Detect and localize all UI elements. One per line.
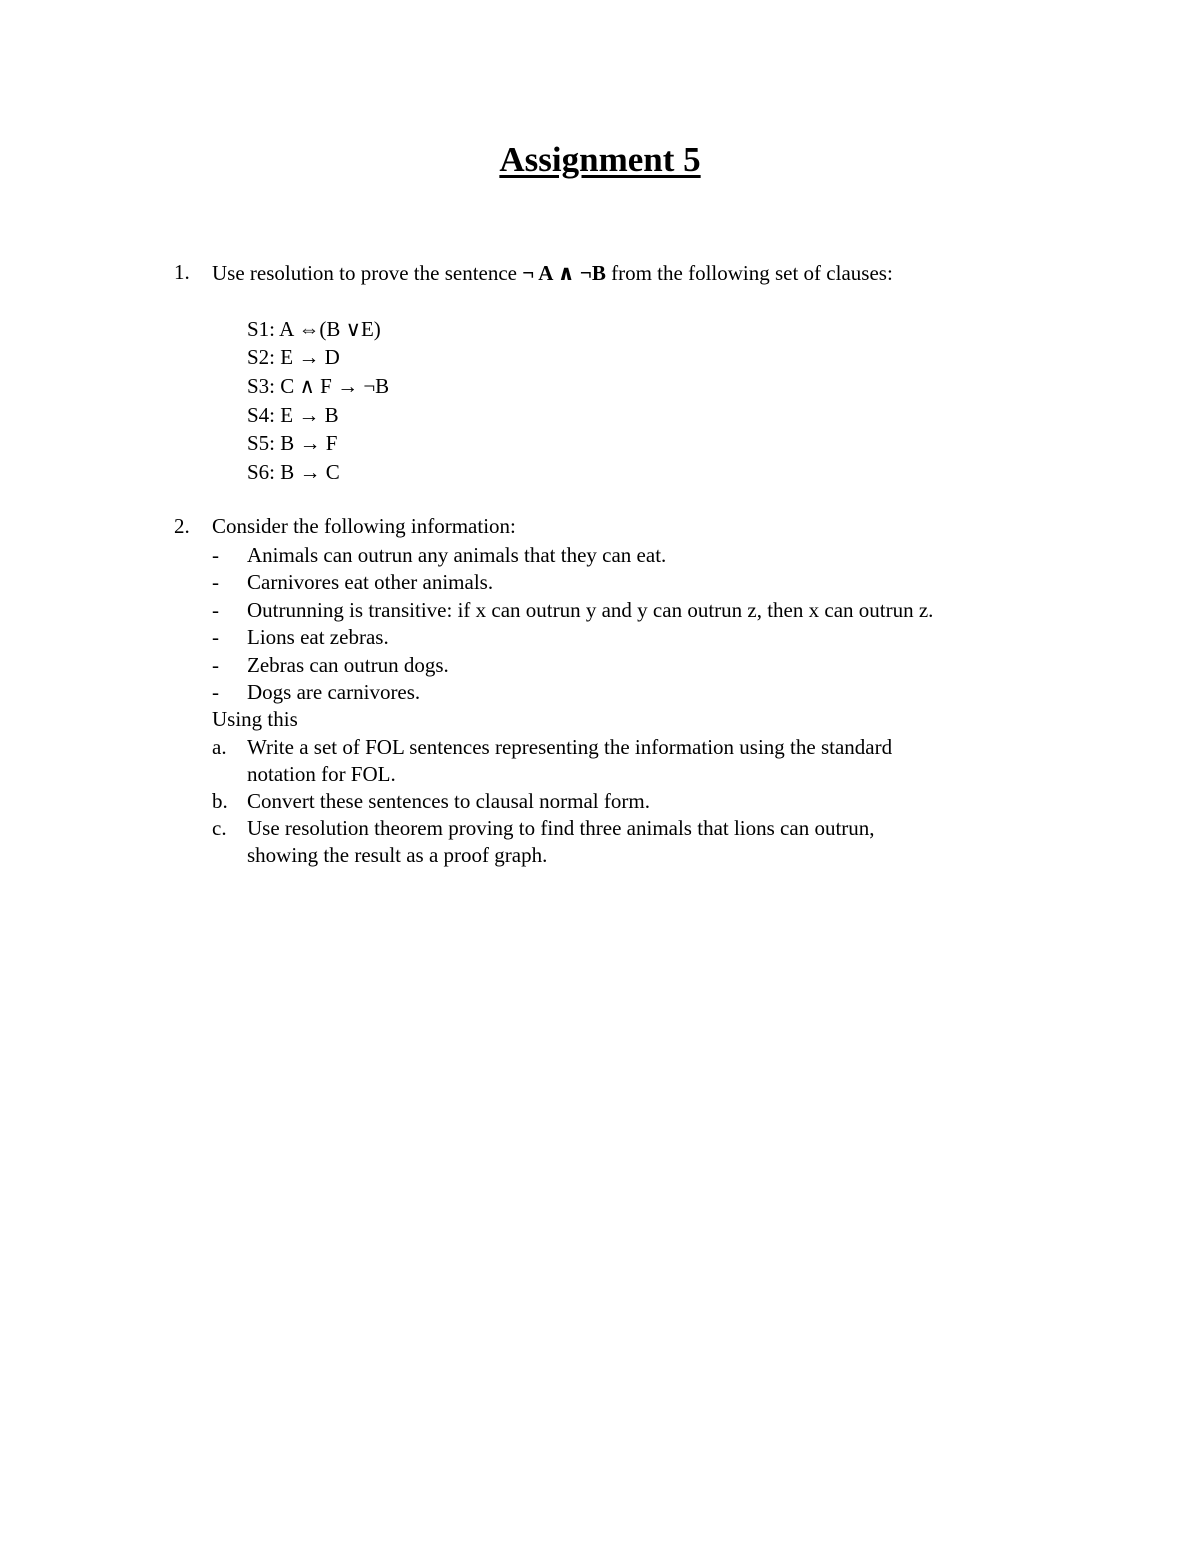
list-item-marker: - (212, 653, 219, 677)
question-2-number: 2. (174, 514, 190, 538)
sub-question-c-line1: Use resolution theorem proving to find three animals that lions can outrun, (247, 816, 875, 840)
question-1-sentence: ¬ A ∧ ¬B (522, 261, 606, 285)
clause-s2: S2: E → D (247, 345, 340, 369)
sub-question-label-b: b. (212, 789, 228, 813)
page-title: Assignment 5 (499, 140, 701, 179)
clause-s5: S5: B → F (247, 431, 338, 455)
list-item-marker: - (212, 625, 219, 649)
list-item-marker: - (212, 570, 219, 594)
list-item-marker: - (212, 598, 219, 622)
list-item: Animals can outrun any animals that they can eat. (247, 543, 667, 567)
clause-s6: S6: B → C (247, 460, 340, 484)
list-item: Lions eat zebras. (247, 625, 389, 649)
question-1-text-before: Use resolution to prove the sentence (212, 261, 523, 285)
list-item: Dogs are carnivores. (247, 680, 421, 704)
question-2-intro: Consider the following information: (212, 514, 516, 538)
clause-s1: S1: A ⇔(B ∨E) (247, 317, 381, 341)
sub-question-label-c: c. (212, 816, 227, 840)
question-1-text-after: from the following set of clauses: (605, 261, 893, 285)
question-1-number: 1. (174, 260, 190, 284)
list-item: Zebras can outrun dogs. (247, 653, 449, 677)
sub-question-label-a: a. (212, 735, 227, 759)
clause-s3: S3: C ∧ F → ¬B (247, 374, 390, 398)
sub-question-a-line1: Write a set of FOL sentences representing the information using the standard (247, 735, 893, 759)
list-item-marker: - (212, 543, 219, 567)
sub-question-b-line1: Convert these sentences to clausal normal form. (247, 789, 650, 813)
list-item: Outrunning is transitive: if x can outrun y and y can outrun z, then x can outrun z. (247, 598, 934, 622)
list-item-marker: - (212, 680, 219, 704)
using-this-label: Using this (212, 707, 298, 731)
clause-s4: S4: E → B (247, 403, 339, 427)
sub-question-c-line2: showing the result as a proof graph. (247, 843, 548, 867)
sub-question-a-line2: notation for FOL. (247, 762, 396, 786)
list-item: Carnivores eat other animals. (247, 570, 494, 594)
question-1-text (212, 260, 893, 286)
